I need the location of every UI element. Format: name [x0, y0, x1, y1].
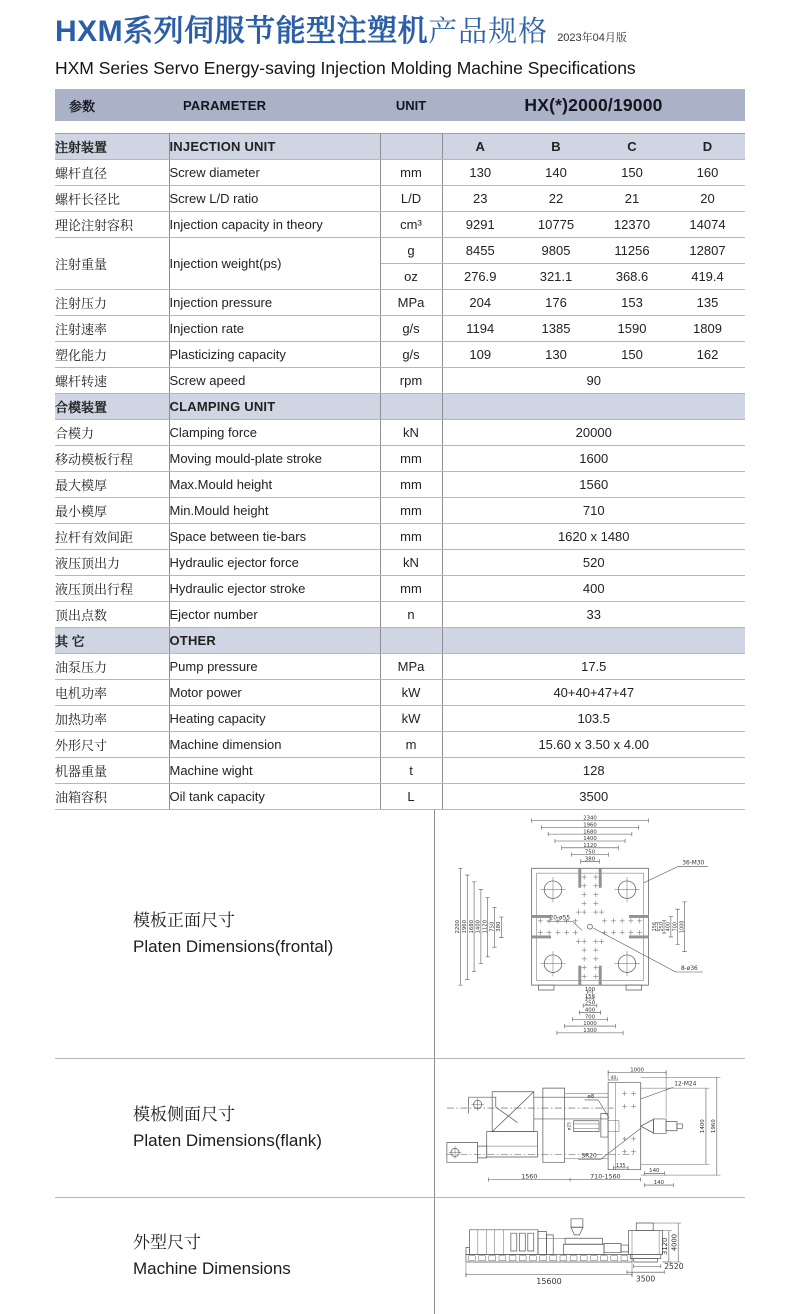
tie-bar-hole [614, 877, 639, 902]
hole-callout-label: 20-ø55 [549, 914, 571, 921]
param-zh: 电机功率 [55, 680, 169, 706]
unit-cell: rpm [380, 368, 442, 394]
dim-label: 1000 [679, 920, 686, 933]
table-row [55, 654, 745, 680]
param-zh: 理论注射容积 [55, 212, 169, 238]
value-d: 160 [670, 160, 745, 186]
frontal-platen-diagram [439, 813, 741, 1056]
title-zh-bold: HXM系列伺服节能型注塑机 [55, 15, 429, 48]
value-a: 276.9 [442, 264, 518, 290]
dim-label: 380 [496, 921, 503, 932]
unit-cell: g/s [380, 342, 442, 368]
dim-label: 1300 [583, 1027, 597, 1034]
title-zh-light: 产品规格 [428, 16, 549, 48]
header-unit: UNIT [395, 97, 427, 113]
param-zh: 螺杆转速 [55, 368, 169, 394]
dim-label: 1400 [583, 835, 597, 842]
value-span [442, 394, 745, 420]
section-zh: 合模装置 [55, 394, 169, 420]
diagram-label-en: Platen Dimensions(flank) [133, 1131, 322, 1150]
param-zh: 塑化能力 [55, 342, 169, 368]
edition-label: 2023年04月版 [557, 32, 627, 44]
param-en: Injection capacity in theory [169, 212, 380, 238]
bolt-callout-label: 12-M24 [674, 1081, 697, 1088]
value-c: 1590 [594, 316, 670, 342]
table-row [55, 342, 745, 368]
unit-cell: mm [380, 472, 442, 498]
param-en: Screw apeed [169, 368, 380, 394]
unit-cell [380, 134, 442, 160]
dim-label: 2520 [663, 1261, 684, 1271]
dim-label: 750 [584, 849, 596, 856]
value-span: 3500 [442, 784, 745, 810]
param-en: Screw diameter [169, 160, 380, 186]
value-d: 14074 [670, 212, 745, 238]
unit-cell: g/s [380, 316, 442, 342]
diagram-label-zh: 模板侧面尺寸 [133, 1104, 235, 1124]
value-span: 710 [442, 498, 745, 524]
unit-cell: oz [380, 264, 442, 290]
diagram-label-zh: 模板正面尺寸 [133, 910, 235, 930]
spec-table [55, 133, 745, 810]
value-span: 520 [442, 550, 745, 576]
param-en: Motor power [169, 680, 380, 706]
dim-label: 700 [672, 921, 679, 931]
hole-callout-label: ø8 [587, 1094, 595, 1101]
dim-label: 1960 [461, 919, 468, 934]
param-en: Hydraulic ejector force [169, 550, 380, 576]
value-span: 400 [442, 576, 745, 602]
value-d: 20 [670, 186, 745, 212]
param-zh: 合模力 [55, 420, 169, 446]
dim-label: 250 [658, 921, 665, 931]
param-en: Ejector number [169, 602, 380, 628]
table-row [55, 212, 745, 238]
param-en: Injection pressure [169, 290, 380, 316]
value-c: 150 [594, 160, 670, 186]
dim-label: 156 [652, 921, 659, 931]
table-row [55, 186, 745, 212]
value-b: 321.1 [518, 264, 594, 290]
param-zh: 移动模板行程 [55, 446, 169, 472]
param-zh: 油箱容积 [55, 784, 169, 810]
unit-cell: kN [380, 420, 442, 446]
param-en: Clamping force [169, 420, 380, 446]
unit-cell: kW [380, 680, 442, 706]
diagram-label-zh: 外型尺寸 [133, 1232, 201, 1252]
param-en: Injection weight(ps) [169, 238, 380, 290]
param-zh: 注射压力 [55, 290, 169, 316]
unit-cell: mm [380, 446, 442, 472]
page-title [55, 14, 745, 56]
diagram-cell-machine [435, 1198, 745, 1314]
unit-cell: kN [380, 550, 442, 576]
unit-cell: g [380, 238, 442, 264]
table-row [55, 732, 745, 758]
param-zh: 顶出点数 [55, 602, 169, 628]
param-zh: 液压顶出行程 [55, 576, 169, 602]
table-header-bar [55, 89, 745, 121]
table-row [55, 316, 745, 342]
param-zh: 外形尺寸 [55, 732, 169, 758]
param-zh: 加热功率 [55, 706, 169, 732]
unit-cell: kW [380, 706, 442, 732]
param-zh: 螺杆长径比 [55, 186, 169, 212]
page-subtitle: HXM Series Servo Energy-saving Injection Molding Machine Specifications [55, 58, 636, 78]
value-d: 12807 [670, 238, 745, 264]
table-row [55, 368, 745, 394]
hole-callout-label: 8-ø36 [680, 965, 698, 972]
platen-bolt-pattern [622, 1091, 636, 1154]
table-row [55, 680, 745, 706]
dim-label: 140 [649, 1168, 660, 1175]
value-a: 204 [442, 290, 518, 316]
param-zh: 最大模厚 [55, 472, 169, 498]
value-span: 20000 [442, 420, 745, 446]
param-en: Min.Mould height [169, 498, 380, 524]
unit-cell: mm [380, 160, 442, 186]
value-a: 109 [442, 342, 518, 368]
param-en: Space between tie-bars [169, 524, 380, 550]
dim-label: 1120 [482, 919, 489, 934]
table-row [55, 576, 745, 602]
value-a: 1194 [442, 316, 518, 342]
unit-cell [380, 628, 442, 654]
param-en: Pump pressure [169, 654, 380, 680]
tie-bar-hole [614, 951, 639, 976]
dim-label: 750 [489, 921, 496, 932]
value-b: 10775 [518, 212, 594, 238]
dim-label: 1680 [468, 919, 475, 934]
tie-bar-hole [540, 951, 565, 976]
value-b: 130 [518, 342, 594, 368]
col-label-c: C [594, 134, 670, 160]
param-en: Injection rate [169, 316, 380, 342]
machine-dimensions-diagram [438, 1206, 743, 1307]
value-span: 1560 [442, 472, 745, 498]
param-zh: 最小模厚 [55, 498, 169, 524]
diagram-label-en: Platen Dimensions(frontal) [133, 937, 334, 956]
value-a: 130 [442, 160, 518, 186]
dim-label: 710-1560 [590, 1173, 621, 1181]
value-c: 21 [594, 186, 670, 212]
param-en: Plasticizing capacity [169, 342, 380, 368]
dim-label: 2340 [583, 815, 597, 822]
diagram-label-machine [55, 1198, 435, 1314]
table-row [55, 238, 745, 264]
diagram-label-frontal [55, 810, 435, 1059]
value-span: 40+40+47+47 [442, 680, 745, 706]
unit-cell: MPa [380, 654, 442, 680]
param-zh: 注射重量 [55, 238, 169, 290]
dim-label: 40 [610, 1076, 617, 1082]
param-en: Hydraulic ejector stroke [169, 576, 380, 602]
diagram-cell-frontal [435, 810, 745, 1059]
table-row [55, 784, 745, 810]
table-row [55, 160, 745, 186]
tie-bar-hole [540, 877, 565, 902]
param-en: Machine dimension [169, 732, 380, 758]
value-span: 1620 x 1480 [442, 524, 745, 550]
section-zh: 其 它 [55, 628, 169, 654]
param-en: Heating capacity [169, 706, 380, 732]
dim-label: 1400 [475, 919, 482, 934]
table-row [55, 524, 745, 550]
value-span: 17.5 [442, 654, 745, 680]
dim-label: 3120 [660, 1237, 669, 1255]
dim-label: 15600 [535, 1276, 562, 1286]
dim-label: 1000 [630, 1067, 645, 1074]
table-row [55, 706, 745, 732]
param-en: Oil tank capacity [169, 784, 380, 810]
table-row [55, 420, 745, 446]
value-b: 176 [518, 290, 594, 316]
dim-label: 250 [584, 1000, 596, 1007]
table-row [55, 498, 745, 524]
header-param-zh: 参数 [69, 98, 96, 114]
dim-label: 380 [584, 856, 596, 863]
param-zh: 螺杆直径 [55, 160, 169, 186]
unit-cell: L/D [380, 186, 442, 212]
value-d: 419.4 [670, 264, 745, 290]
dim-label: 1120 [583, 842, 597, 849]
diagrams-section [55, 810, 745, 1314]
table-row [55, 602, 745, 628]
unit-cell [380, 394, 442, 420]
dim-label: 4000 [669, 1233, 678, 1251]
unit-cell: cm³ [380, 212, 442, 238]
dim-label: ø25 [567, 1122, 573, 1131]
section-zh: 注射装置 [55, 134, 169, 160]
param-zh: 拉杆有效间距 [55, 524, 169, 550]
dim-label: 2200 [455, 919, 462, 934]
dim-label: 156 [584, 993, 596, 1000]
value-a: 8455 [442, 238, 518, 264]
table-row [55, 472, 745, 498]
param-zh: 油泵压力 [55, 654, 169, 680]
radius-callout-label: SR20 [581, 1153, 597, 1160]
dim-label: 1000 [583, 1020, 597, 1027]
dim-label: 400 [584, 1007, 596, 1014]
unit-cell: MPa [380, 290, 442, 316]
unit-cell: L [380, 784, 442, 810]
value-span [442, 628, 745, 654]
col-label-d: D [670, 134, 745, 160]
unit-cell: mm [380, 524, 442, 550]
value-span: 1600 [442, 446, 745, 472]
value-b: 9805 [518, 238, 594, 264]
flank-platen-diagram [436, 1066, 744, 1190]
value-b: 22 [518, 186, 594, 212]
table-row [55, 758, 745, 784]
diagram-label-flank [55, 1059, 435, 1198]
section-row-clamping [55, 394, 745, 420]
bolt-callout-label: 36-M30 [682, 859, 705, 866]
diagram-label-en: Machine Dimensions [133, 1259, 291, 1278]
value-b: 1385 [518, 316, 594, 342]
value-c: 153 [594, 290, 670, 316]
dim-label: 1680 [583, 828, 597, 835]
param-en: Machine wight [169, 758, 380, 784]
section-en: OTHER [169, 628, 380, 654]
col-label-a: A [442, 134, 518, 160]
unit-cell: mm [380, 498, 442, 524]
dim-label: 700 [584, 1013, 596, 1020]
value-a: 9291 [442, 212, 518, 238]
value-span: 128 [442, 758, 745, 784]
dim-label: 140 [653, 1179, 665, 1186]
value-c: 368.6 [594, 264, 670, 290]
param-zh: 机器重量 [55, 758, 169, 784]
unit-cell: m [380, 732, 442, 758]
col-label-b: B [518, 134, 594, 160]
base-hatch [468, 1255, 627, 1260]
value-c: 11256 [594, 238, 670, 264]
dim-label: 1400 [699, 1119, 706, 1134]
value-span: 90 [442, 368, 745, 394]
value-a: 23 [442, 186, 518, 212]
header-param-en: PARAMETER [183, 97, 267, 113]
diagram-cell-flank [435, 1059, 745, 1198]
header-model: HX(*)2000/19000 [524, 94, 663, 115]
dim-label: 135 [616, 1162, 626, 1169]
value-span: 15.60 x 3.50 x 4.00 [442, 732, 745, 758]
value-d: 135 [670, 290, 745, 316]
value-c: 12370 [594, 212, 670, 238]
dim-label: 100 [584, 986, 596, 993]
section-row-injection [55, 134, 745, 160]
table-row [55, 550, 745, 576]
dim-label: 3500 [635, 1273, 655, 1283]
table-row [55, 446, 745, 472]
param-zh: 注射速率 [55, 316, 169, 342]
value-d: 162 [670, 342, 745, 368]
ejector-hole-pattern [538, 874, 642, 978]
unit-cell: t [380, 758, 442, 784]
value-b: 140 [518, 160, 594, 186]
dim-label: 1960 [710, 1119, 717, 1134]
section-en: CLAMPING UNIT [169, 394, 380, 420]
table-row [55, 290, 745, 316]
section-row-other [55, 628, 745, 654]
value-c: 150 [594, 342, 670, 368]
param-zh: 液压顶出力 [55, 550, 169, 576]
param-en: Screw L/D ratio [169, 186, 380, 212]
param-en: Moving mould-plate stroke [169, 446, 380, 472]
unit-cell: n [380, 602, 442, 628]
value-d: 1809 [670, 316, 745, 342]
value-span: 33 [442, 602, 745, 628]
dim-label: 1560 [521, 1173, 538, 1181]
unit-cell: mm [380, 576, 442, 602]
section-en: INJECTION UNIT [169, 134, 380, 160]
dim-label: 400 [665, 921, 672, 931]
param-en: Max.Mould height [169, 472, 380, 498]
value-span: 103.5 [442, 706, 745, 732]
dim-label: 1960 [583, 821, 597, 828]
